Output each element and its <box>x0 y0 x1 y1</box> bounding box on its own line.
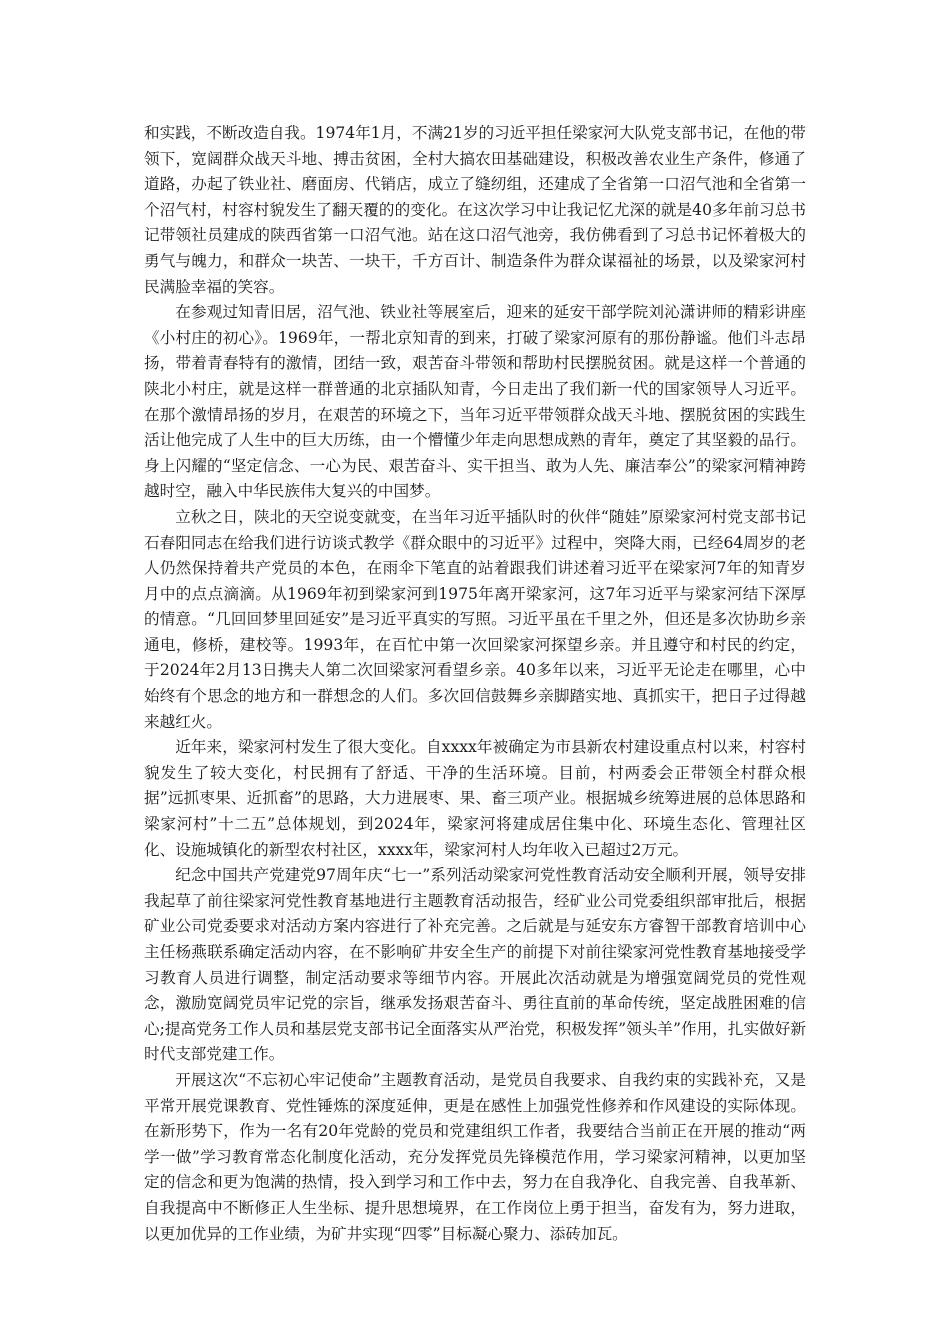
paragraph: 和实践，不断改造自我。1974年1月，不满21岁的习近平担任梁家河大队党支部书记，在他的带领下，宽阔群众战天斗地、搏击贫困，全村大搞农田基础建设，积极改善农业生产条件，修通了道路，办起了铁业社、磨面房、代销店，成立了缝纫组，还建成了全省第一口沼气池和全省第一个沼气村，村容村貌发生了翻天覆的的变化。在这次学习中让我记忆尤深的就是40多年前习总书记带领社员建成的陕西省第一口沼气池。站在这口沼气池旁，我仿佛看到了习总书记怀着极大的勇气与魄力，和群众一块苦、一块干，千方百计、制造条件为群众谋福祉的场景，以及梁家河村民满脸幸福的笑容。 <box>144 124 807 296</box>
paragraph: 近年来，梁家河村发生了很大变化。自xxxx年被确定为市县新农村建设重点村以来，村容村貌发生了较大变化，村民拥有了舒适、干净的生活环境。目前，村两委会正带领全村群众根据”远抓枣果、近抓畜”的思路，大力进展枣、果、畜三项产业。根据城乡统筹进展的总体思路和梁家河村”十二五”总体规划，到2024年，梁家河将建成居住集中化、环境生态化、管理社区化、设施城镇化的新型农村社区，xxxx年，梁家河村人均年收入已超过2万元。 <box>144 738 806 859</box>
paragraph: 开展这次“不忘初心牢记使命”主题教育活动，是党员自我要求、自我约束的实践补充，又是平常开展党课教育、党性锤炼的深度延伸，更是在感性上加强党性修养和作风建设的实际体现。在新形势下，作为一名有20年党龄的党员和党建组织工作者，我要结合当前正在开展的推动“两学一做”学习教育常态化制度化活动，充分发挥党员先锋模范作用，学习梁家河精神，以更加坚定的信念和更为饱满的热情，投入到学习和工作中去，努力在自我净化、自我完善、自我革新、自我提高中不断修正人生坐标、提升思想境界，在工作岗位上勇于担当，奋发有为，努力进取，以更加优异的工作业绩，为矿井实现“四零”目标凝心聚力、添砖加瓦。 <box>144 1070 806 1243</box>
document-page <box>144 121 806 1247</box>
paragraph: 纪念中国共产党建党97周年庆“七一”系列活动梁家河党性教育活动安全顺利开展，领导安排我起草了前往梁家河党性教育基地进行主题教育活动报告，经矿业公司党委组织部审批后，根据矿业公司党委要求对活动方案内容进行了补充完善。之后就是与延安东方睿智干部教育培训中心主任杨燕联系确定活动内容，在不影响矿井安全生产的前提下对前往梁家河党性教育基地接受学习教育人员进行调整，制定活动要求等细节内容。开展此次活动就是为增强宽阔党员的党性观念，激励宽阔党员牢记党的宗旨，继承发扬艰苦奋斗、勇往直前的革命传统，坚定战胜困难的信心;提高党务工作人员和基层党支部书记全面落实从严治党，积极发挥”领头羊”作用，扎实做好新时代支部党建工作。 <box>144 866 806 1064</box>
paragraph: 立秋之日，陕北的天空说变就变，在当年习近平插队时的伙伴“随娃”原梁家河村党支部书记石春阳同志在给我们进行访谈式教学《群众眼中的习近平》过程中，突降大雨，已经64周岁的老人仍然保持着共产党员的本色，在雨伞下笔直的站着跟我们讲述着习近平在梁家河7年的知青岁月中的点点滴滴。从1969年初到梁家河到1975年离开梁家河，这7年习近平与梁家河结下深厚的情意。“几回回梦里回延安”是习近平真实的写照。习近平虽在千里之外，但还是多次协助乡亲通电，修桥，建校等。1993年，在百忙中第一次回梁家河探望乡亲。并且遵守和村民的约定，于2024年2月13日携夫人第二次回梁家河看望乡亲。40多年以来，习近平无论走在哪里，心中始终有个思念的地方和一群想念的人们。多次回信鼓舞乡亲脚踏实地、真抓实干，把日子过得越来越红火。 <box>144 507 806 731</box>
paragraph: 在参观过知青旧居，沼气池、铁业社等展室后，迎来的延安干部学院刘沁潇讲师的精彩讲座《小村庄的初心》。1969年，一帮北京知青的到来，打破了梁家河原有的那份静谧。他们斗志昂扬，带着青春特有的激情，团结一致，艰苦奋斗带领和帮助村民摆脱贫困。就是这样一个普通的陕北小村庄，就是这样一群普通的北京插队知青，今日走出了我们新一代的国家领导人习近平。在那个激情昂扬的岁月，在艰苦的环境之下，当年习近平带领群众战天斗地、摆脱贫困的实践生活让他完成了人生中的巨大历练，由一个懵懂少年走向思想成熟的青年，奠定了其坚毅的品行。身上闪耀的“坚定信念、一心为民、艰苦奋斗、实干担当、敢为人先、廉洁奉公”的梁家河精神跨越时空，融入中华民族伟大复兴的中国梦。 <box>144 303 806 501</box>
